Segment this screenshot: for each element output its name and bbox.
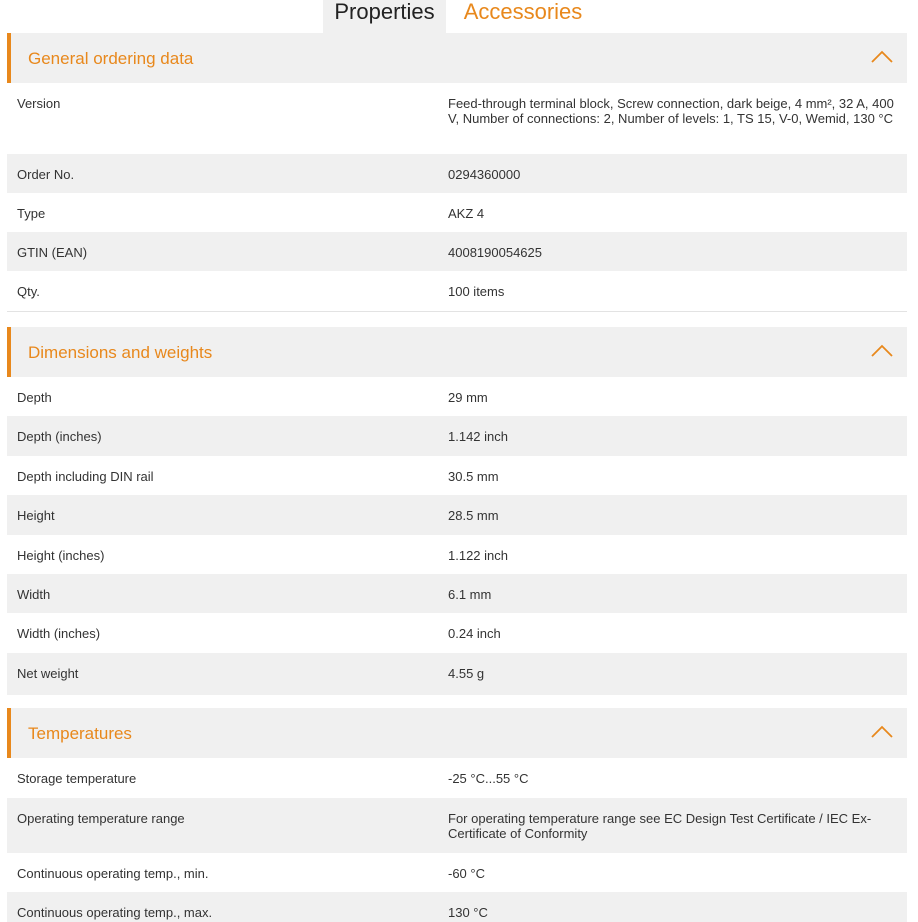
- row-value: 1.142 inch: [448, 429, 508, 444]
- row-label: Depth including DIN rail: [17, 469, 154, 484]
- row-value: For operating temperature range see EC Design Test Certificate / IEC Ex-Certificate of Conformity: [448, 811, 872, 841]
- row-value: 30.5 mm: [448, 469, 499, 484]
- row-label: Version: [17, 96, 61, 111]
- row-value: 6.1 mm: [448, 587, 492, 602]
- table-row-depth-din-rail: [7, 456, 907, 495]
- row-value: 4008190054625: [448, 245, 542, 260]
- row-label: Height: [17, 508, 55, 523]
- chevron-up-icon[interactable]: [871, 49, 893, 63]
- row-label: Depth: [17, 390, 52, 405]
- row-value: 29 mm: [448, 390, 488, 405]
- row-value: 4.55 g: [448, 666, 485, 681]
- row-value: -25 °C...55 °C: [448, 771, 529, 786]
- section-title: Dimensions and weights: [28, 343, 213, 362]
- row-value: 0.24 inch: [448, 626, 501, 641]
- table-row-height: [7, 495, 907, 535]
- row-label: Height (inches): [17, 548, 105, 563]
- row-label: Operating temperature range: [17, 811, 185, 826]
- table-row-order-no: [7, 154, 907, 193]
- table-row-storage-temperature: [7, 758, 907, 798]
- row-value: 0294360000: [448, 167, 521, 182]
- table-row-continuous-temp-max: [7, 892, 907, 922]
- section-title: General ordering data: [28, 49, 194, 68]
- row-label: Net weight: [17, 666, 79, 681]
- table-row-width-inches: [7, 613, 907, 653]
- row-value: 28.5 mm: [448, 508, 499, 523]
- row-label: Continuous operating temp., min.: [17, 866, 209, 881]
- row-label: GTIN (EAN): [17, 245, 88, 260]
- table-row-operating-temperature-range: [7, 798, 907, 853]
- row-label: Continuous operating temp., max.: [17, 905, 213, 920]
- row-label: Qty.: [17, 284, 40, 299]
- table-row-width: [7, 574, 907, 613]
- table-row-height-inches: [7, 535, 907, 574]
- row-label: Storage temperature: [17, 771, 137, 786]
- table-row-qty: [7, 271, 907, 311]
- section-header-dimensions-and-weights[interactable]: [7, 327, 907, 377]
- row-value: AKZ 4: [448, 206, 485, 221]
- row-label: Width: [17, 587, 51, 602]
- chevron-up-icon[interactable]: [871, 343, 893, 357]
- chevron-up-icon[interactable]: [871, 724, 893, 738]
- row-label: Type: [17, 206, 46, 221]
- row-value: -60 °C: [448, 866, 485, 881]
- table-row-type: [7, 193, 907, 232]
- row-value: 100 items: [448, 284, 505, 299]
- table-row-gtin: [7, 232, 907, 271]
- tab-properties[interactable]: Properties: [323, 0, 446, 33]
- row-label: Depth (inches): [17, 429, 102, 444]
- section-temperatures: [7, 708, 907, 922]
- table-row-version: [7, 83, 907, 154]
- section-header-general-ordering-data[interactable]: [7, 33, 907, 83]
- section-general-ordering-data: [7, 33, 907, 312]
- section-header-temperatures[interactable]: [7, 708, 907, 758]
- row-label: Width (inches): [17, 626, 101, 641]
- row-value: Feed-through terminal block, Screw connection, dark beige, 4 mm², 32 A, 400 V, Number of connections: 2, Number of levels: 1, TS 15, V-0, Wemid, 130 °C: [448, 96, 894, 126]
- table-row-depth-inches: [7, 416, 907, 456]
- section-title: Temperatures: [28, 724, 132, 743]
- table-row-continuous-temp-min: [7, 853, 907, 892]
- row-value: 1.122 inch: [448, 548, 508, 563]
- tab-bar: [0, 0, 918, 33]
- tab-accessories[interactable]: Accessories: [463, 0, 583, 24]
- row-value: 130 °C: [448, 905, 488, 920]
- table-row-depth: [7, 377, 907, 416]
- row-label: Order No.: [17, 167, 75, 182]
- table-row-net-weight: [7, 653, 907, 695]
- section-dimensions-and-weights: [7, 327, 907, 695]
